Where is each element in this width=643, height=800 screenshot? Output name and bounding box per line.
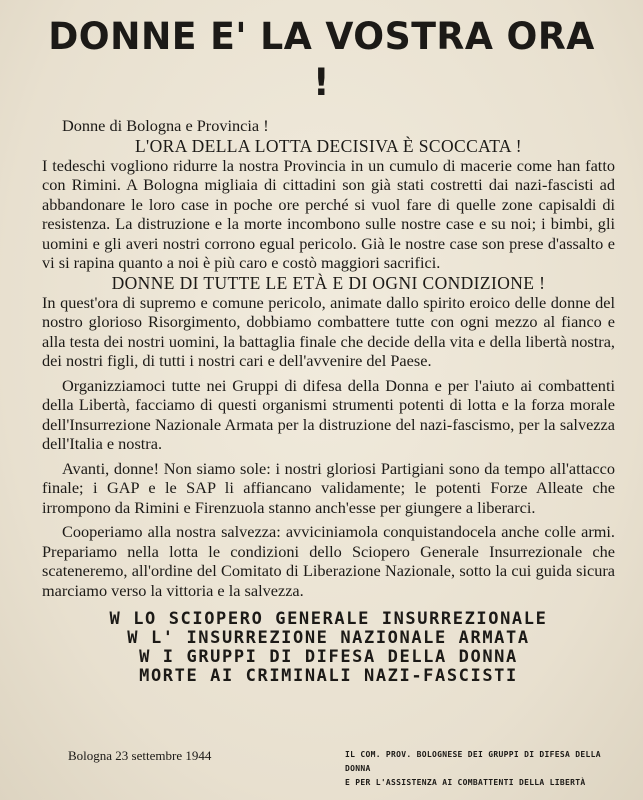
paragraph-tedeschi: I tedeschi vogliono ridurre la nostra Provincia in un cumulo di macerie come han fatto con Rimini. A Bologna migliaia di cittadini son già stati costretti dai nazi-fascisti ad abbandonare le loro case in poche ore perché si vuol fare di quelle zone capisaldi di resistenza. La distruzione e la morte incombono sulle nostre case e su noi; i bimbi, gli uomini e gli averi nostri corrono egual pericolo. Già le nostre case son prese d'assalto e vi si rapina quanto a noi è più caro e costò maggiori sacrifici.: [42, 155, 615, 272]
poster-headline: DONNE E' LA VOSTRA ORA !: [48, 15, 595, 104]
slogan-line: W L' INSURREZIONE NAZIONALE ARMATA: [127, 628, 530, 648]
slogan-block: [42, 610, 615, 686]
signature-line: IL COM. PROV. BOLOGNESE DEI GRUPPI DI DIFESA DELLA DONNA: [345, 750, 601, 773]
slogan-line: MORTE AI CRIMINALI NAZI-FASCISTI: [139, 666, 518, 686]
slogan-line: W LO SCIOPERO GENERALE INSURREZIONALE: [109, 609, 548, 629]
subheading-ora-decisiva: L'ORA DELLA LOTTA DECISIVA È SCOCCATA !: [134, 135, 523, 156]
slogan-line: W I GRUPPI DI DIFESA DELLA DONNA: [139, 647, 518, 667]
paragraph-organizziamoci: Organizziamoci tutte nei Gruppi di difesa della Donna e per l'aiuto ai combattenti della Libertà, facciamo di questi organismi strumenti potenti di lotta e la forza morale dell'Insurrezione Nazionale Armata per la distruzione del nazi-fascismo, per la salvezza dell'Italia e nostra.: [42, 375, 615, 453]
date-line: Bologna 23 settembre 1944: [68, 748, 212, 763]
paragraph-avanti-donne: Avanti, donne! Non siamo sole: i nostri gloriosi Partigiani sono da tempo all'attacco finale; i GAP e le SAP li affiancano validamente; le potenti Forze Alleate che irrompono da Rimini e Firenzuola stanno anch'esse per giungere a liberarci.: [42, 458, 615, 517]
signature-block: [345, 748, 615, 790]
subheading-donne-tutte: DONNE DI TUTTE LE ETÀ E DI OGNI CONDIZIONE !: [111, 272, 546, 293]
paragraph-cooperiamo: Cooperiamo alla nostra salvezza: avviciniamola conquistandocela anche colle armi. Prepariamo nella lotta le condizioni dello Sciopero Generale Insurrezionale che scateneremo, all'ordine del Comitato di Liberazione Nazionale, sotto la cui guida sicura marciamo verso la vittoria e la salvezza.: [42, 522, 615, 600]
poster-footer: [68, 748, 615, 790]
signature-line: E PER L'ASSISTENZA AI COMBATTENTI DELLA LIBERTÀ: [345, 778, 586, 787]
paragraph-supremo-pericolo: In quest'ora di supremo e comune pericolo, animate dallo spirito eroico delle donne del nostro glorioso Risorgimento, dobbiamo combattere tutte con ogni mezzo al fianco e alla testa dei nostri uomini, la battaglia finale che decide della vita e della libertà nostra, dei nostri figli, di tutti i nostri cari e dell'avvenire del Paese.: [42, 292, 615, 370]
greeting: Donne di Bologna e Provincia !: [62, 116, 269, 135]
